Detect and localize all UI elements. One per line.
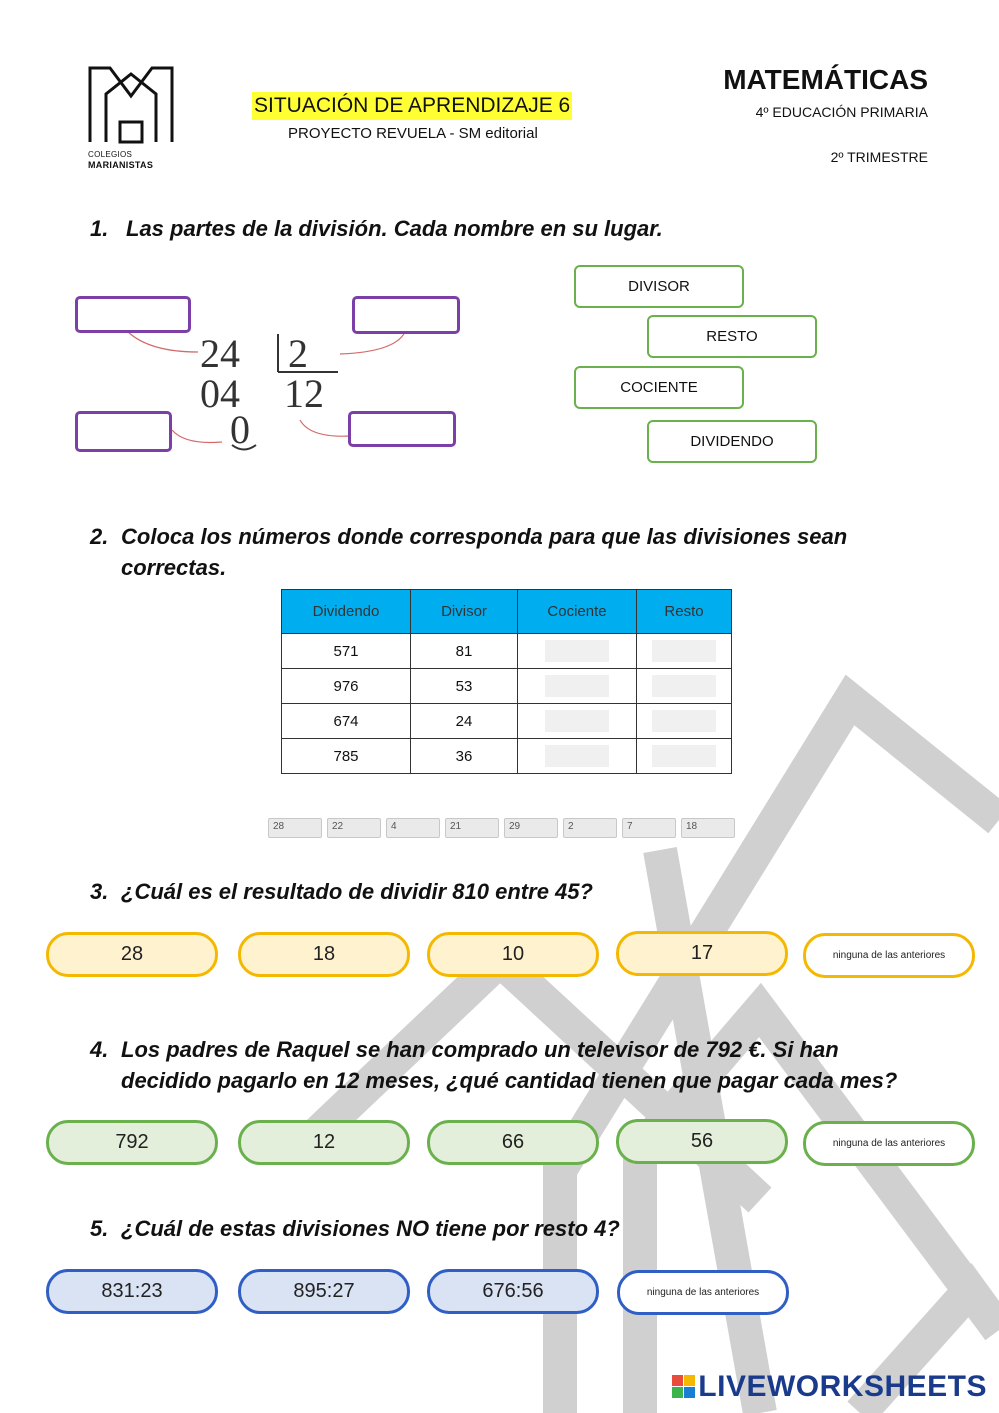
logo-line2: MARIANISTAS: [88, 160, 154, 170]
q5-option-none[interactable]: ninguna de las anteriores: [617, 1270, 789, 1315]
table-row: [282, 669, 732, 704]
drop-box-dividend[interactable]: [75, 296, 191, 333]
q4-option-none[interactable]: ninguna de las anteriores: [803, 1121, 975, 1166]
situation-title: SITUACIÓN DE APRENDIZAJE 6: [252, 92, 572, 120]
drop-slot[interactable]: [652, 745, 716, 767]
cell-cociente-drop[interactable]: [518, 669, 637, 704]
q4-number: 4.: [90, 1037, 109, 1062]
drop-slot[interactable]: [545, 710, 609, 732]
liveworksheets-brand: LIVEWORKSHEETS: [698, 1370, 987, 1403]
q5-option-3[interactable]: 676:56: [427, 1269, 599, 1314]
drop-slot[interactable]: [652, 675, 716, 697]
name-card-cociente[interactable]: COCIENTE: [574, 366, 744, 409]
school-logo-text: [88, 150, 153, 170]
cell-dividendo: 571: [282, 634, 411, 669]
number-chip[interactable]: 22: [327, 818, 381, 838]
q4-text: Los padres de Raquel se han comprado un televisor de 792 €. Si han decidido pagarlo en 12 meses, ¿qué cantidad tienen que pagar cada mes?: [121, 1037, 898, 1093]
name-card-resto[interactable]: RESTO: [647, 315, 817, 358]
name-card-dividendo[interactable]: DIVIDENDO: [647, 420, 817, 463]
q5-option-2[interactable]: 895:27: [238, 1269, 410, 1314]
division-partial: 04: [200, 371, 240, 416]
number-chip[interactable]: 28: [268, 818, 322, 838]
number-chip[interactable]: 21: [445, 818, 499, 838]
table-row: [282, 704, 732, 739]
cell-dividendo: 785: [282, 739, 411, 774]
number-chip[interactable]: 29: [504, 818, 558, 838]
drop-box-remainder[interactable]: [75, 411, 172, 452]
cell-divisor: 24: [411, 704, 518, 739]
drop-box-divisor[interactable]: [352, 296, 460, 334]
division-divisor: 2: [288, 331, 308, 376]
division-dividend: 24: [200, 331, 240, 376]
table-row: [282, 634, 732, 669]
drop-slot[interactable]: [545, 675, 609, 697]
subject-title: MATEMÁTICAS: [723, 64, 928, 95]
cell-resto-drop[interactable]: [637, 669, 732, 704]
q4-option-2[interactable]: 12: [238, 1120, 410, 1165]
cell-divisor: 81: [411, 634, 518, 669]
cell-cociente-drop[interactable]: [518, 634, 637, 669]
school-logo-icon: [88, 66, 174, 144]
q3-number: 3.: [90, 879, 109, 904]
number-chip[interactable]: 4: [386, 818, 440, 838]
q1-text: Las partes de la división. Cada nombre en su lugar.: [126, 216, 663, 241]
q3-option-none[interactable]: ninguna de las anteriores: [803, 933, 975, 978]
q5-option-1[interactable]: 831:23: [46, 1269, 218, 1314]
number-chip[interactable]: 18: [681, 818, 735, 838]
division-table: [281, 589, 732, 774]
drop-slot[interactable]: [652, 640, 716, 662]
division-quotient: 12: [284, 371, 324, 416]
liveworksheets-logo: [672, 1370, 987, 1404]
drop-slot[interactable]: [545, 640, 609, 662]
q5-text: ¿Cuál de estas divisiones NO tiene por resto 4?: [121, 1216, 620, 1241]
cell-resto-drop[interactable]: [637, 739, 732, 774]
header-cociente: Cociente: [518, 590, 637, 634]
header-dividendo: Dividendo: [282, 590, 411, 634]
name-card-divisor[interactable]: DIVISOR: [574, 265, 744, 308]
q5-number: 5.: [90, 1216, 109, 1241]
liveworksheets-icon: [672, 1375, 696, 1399]
cell-resto-drop[interactable]: [637, 704, 732, 739]
q3-option-1[interactable]: 28: [46, 932, 218, 977]
drop-box-quotient[interactable]: [348, 411, 456, 447]
cell-resto-drop[interactable]: [637, 634, 732, 669]
cell-divisor: 53: [411, 669, 518, 704]
cell-dividendo: 674: [282, 704, 411, 739]
term-label: 2º TRIMESTRE: [830, 149, 928, 165]
q2-number: 2.: [90, 524, 109, 549]
number-chip[interactable]: 2: [563, 818, 617, 838]
q4-option-1[interactable]: 792: [46, 1120, 218, 1165]
cell-cociente-drop[interactable]: [518, 704, 637, 739]
header-resto: Resto: [637, 590, 732, 634]
cell-dividendo: 976: [282, 669, 411, 704]
grade-label: 4º EDUCACIÓN PRIMARIA: [755, 104, 928, 120]
project-subtitle: PROYECTO REVUELA - SM editorial: [288, 125, 538, 142]
header-divisor: Divisor: [411, 590, 518, 634]
drop-slot[interactable]: [545, 745, 609, 767]
q3-text: ¿Cuál es el resultado de dividir 810 entre 45?: [121, 879, 593, 904]
q4-option-3[interactable]: 66: [427, 1120, 599, 1165]
q3-option-3[interactable]: 10: [427, 932, 599, 977]
cell-cociente-drop[interactable]: [518, 739, 637, 774]
division-remainder: 0: [230, 407, 250, 452]
table-row: [282, 739, 732, 774]
drop-slot[interactable]: [652, 710, 716, 732]
q3-option-2[interactable]: 18: [238, 932, 410, 977]
number-chip[interactable]: 7: [622, 818, 676, 838]
q3-option-4[interactable]: 17: [616, 931, 788, 976]
q1-number: 1.: [90, 216, 109, 241]
q4-option-4[interactable]: 56: [616, 1119, 788, 1164]
cell-divisor: 36: [411, 739, 518, 774]
logo-line1: COLEGIOS: [88, 150, 133, 159]
q2-text: Coloca los números donde corresponda para que las divisiones sean correctas.: [121, 524, 848, 580]
